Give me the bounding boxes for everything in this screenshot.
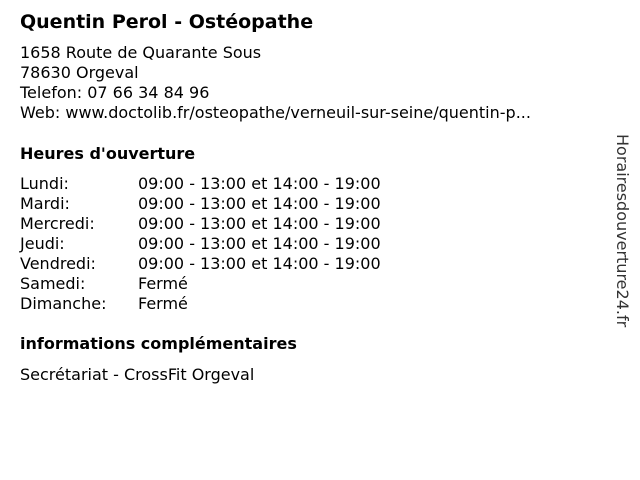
hours-day: Lundi:: [20, 174, 69, 193]
hours-time: 09:00 - 13:00 et 14:00 - 19:00: [138, 194, 381, 213]
hours-time: 09:00 - 13:00 et 14:00 - 19:00: [138, 254, 381, 273]
hours-time: 09:00 - 13:00 et 14:00 - 19:00: [138, 234, 381, 253]
hours-row-sunday: [20, 294, 440, 314]
hours-row-thursday: [20, 234, 440, 254]
phone-number[interactable]: Telefon: 07 66 34 84 96: [20, 83, 210, 102]
hours-day: Jeudi:: [20, 234, 65, 253]
hours-row-monday: [20, 174, 440, 194]
site-watermark: Horairesdouverture24.fr: [613, 134, 632, 328]
hours-day: Vendredi:: [20, 254, 96, 273]
business-details: [20, 43, 531, 123]
address-city: 78630 Orgeval: [20, 63, 139, 82]
hours-time: Fermé: [138, 274, 188, 293]
hours-time: 09:00 - 13:00 et 14:00 - 19:00: [138, 174, 381, 193]
opening-hours-table: [20, 174, 440, 314]
additional-info-heading: informations complémentaires: [20, 334, 297, 353]
hours-row-wednesday: [20, 214, 440, 234]
hours-day: Mercredi:: [20, 214, 95, 233]
hours-time: Fermé: [138, 294, 188, 313]
hours-day: Dimanche:: [20, 294, 107, 313]
hours-row-saturday: [20, 274, 440, 294]
hours-row-friday: [20, 254, 440, 274]
hours-row-tuesday: [20, 194, 440, 214]
hours-day: Mardi:: [20, 194, 70, 213]
opening-hours-heading: Heures d'ouverture: [20, 144, 196, 163]
address-street: 1658 Route de Quarante Sous: [20, 43, 262, 62]
website-link[interactable]: Web: www.doctolib.fr/osteopathe/verneuil-sur-seine/quentin-p...: [20, 103, 531, 122]
hours-time: 09:00 - 13:00 et 14:00 - 19:00: [138, 214, 381, 233]
business-title: Quentin Perol - Ostéopathe: [20, 11, 314, 33]
additional-info-text: Secrétariat - CrossFit Orgeval: [20, 365, 255, 384]
hours-day: Samedi:: [20, 274, 86, 293]
